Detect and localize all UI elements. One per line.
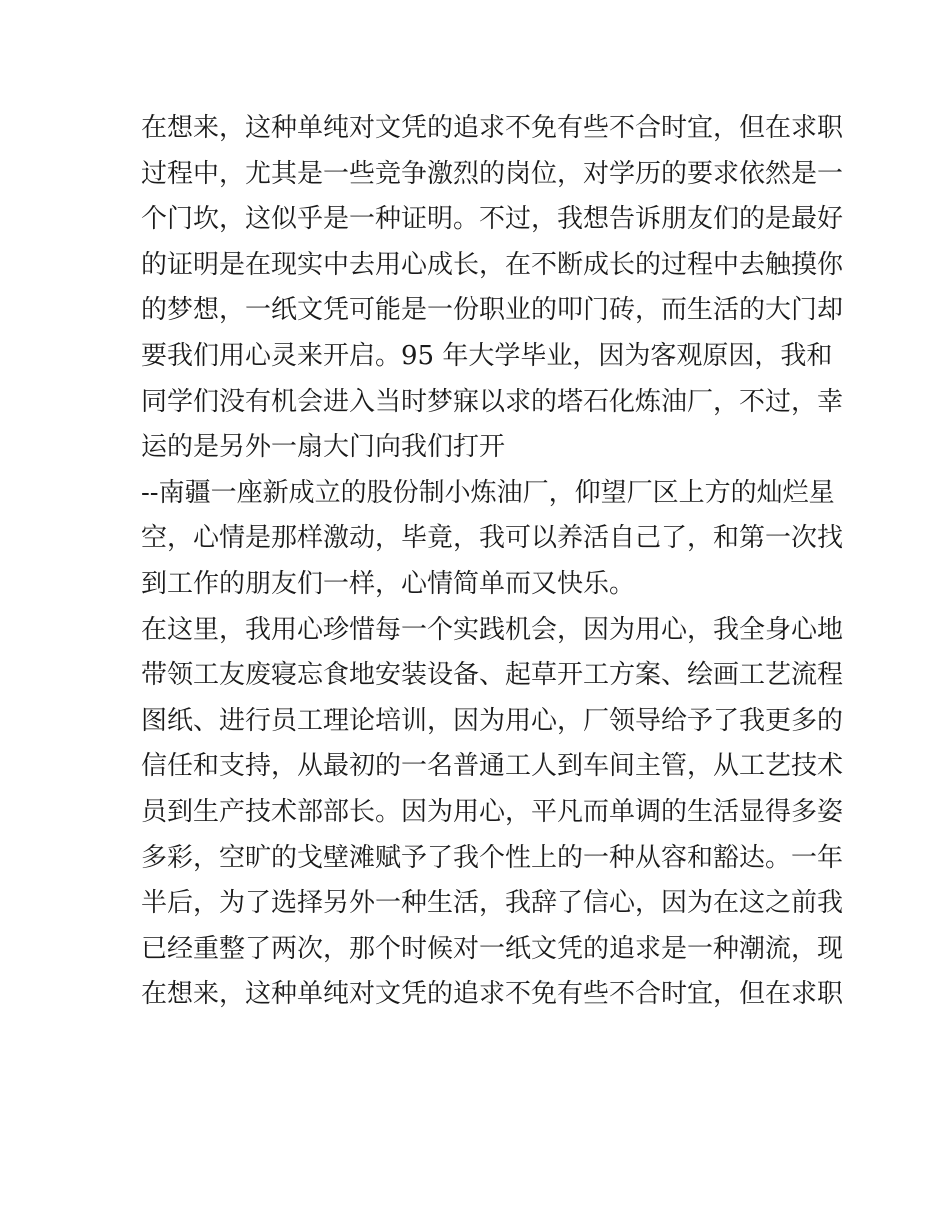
text-line: 在想来，这种单纯对文凭的追求不免有些不合时宜，但在求职 [141, 979, 844, 1010]
text-line: 图纸、进行员工理论培训，因为用心，厂领导给予了我更多的 [141, 705, 844, 736]
text-line: 的梦想，一纸文凭可能是一份职业的叩门砖，而生活的大门却 [141, 295, 844, 326]
text-line: 员到生产技术部部长。因为用心，平凡而单调的生活显得多姿 [141, 796, 844, 827]
text-line: 已经重整了两次，那个时候对一纸文凭的追求是一种潮流，现 [141, 933, 844, 964]
body-text [141, 106, 844, 1018]
text-line: 要我们用心灵来开启。95 年大学毕业，因为客观原因，我和 [141, 340, 833, 371]
text-line: 在这里，我用心珍惜每一个实践机会，因为用心，我全身心地 [141, 614, 844, 645]
text-line: 带领工友废寝忘食地安装设备、起草开工方案、绘画工艺流程 [141, 660, 844, 691]
text-line: 同学们没有机会进入当时梦寐以求的塔石化炼油厂，不过，幸 [141, 386, 844, 417]
text-line: 到工作的朋友们一样，心情简单而又快乐。 [141, 568, 636, 599]
text-line: 多彩，空旷的戈壁滩赋予了我个性上的一种从容和豁达。一年 [141, 842, 844, 873]
text-line: 空，心情是那样激动，毕竟，我可以养活自己了，和第一次找 [141, 523, 844, 554]
text-line: 运的是另外一扇大门向我们打开 [141, 432, 506, 463]
text-line: 个门坎，这似乎是一种证明。不过，我想告诉朋友们的是最好 [141, 204, 844, 235]
text-line: 半后，为了选择另外一种生活，我辞了信心，因为在这之前我 [141, 888, 844, 919]
text-line: 过程中，尤其是一些竞争激烈的岗位，对学历的要求依然是一 [141, 158, 844, 189]
text-line: 信任和支持，从最初的一名普通工人到车间主管，从工艺技术 [141, 751, 844, 782]
text-line: --南疆一座新成立的股份制小炼油厂，仰望厂区上方的灿烂星 [141, 477, 835, 508]
text-line: 在想来，这种单纯对文凭的追求不免有些不合时宜，但在求职 [141, 113, 844, 143]
text-line: 的证明是在现实中去用心成长，在不断成长的过程中去触摸你 [141, 249, 844, 280]
